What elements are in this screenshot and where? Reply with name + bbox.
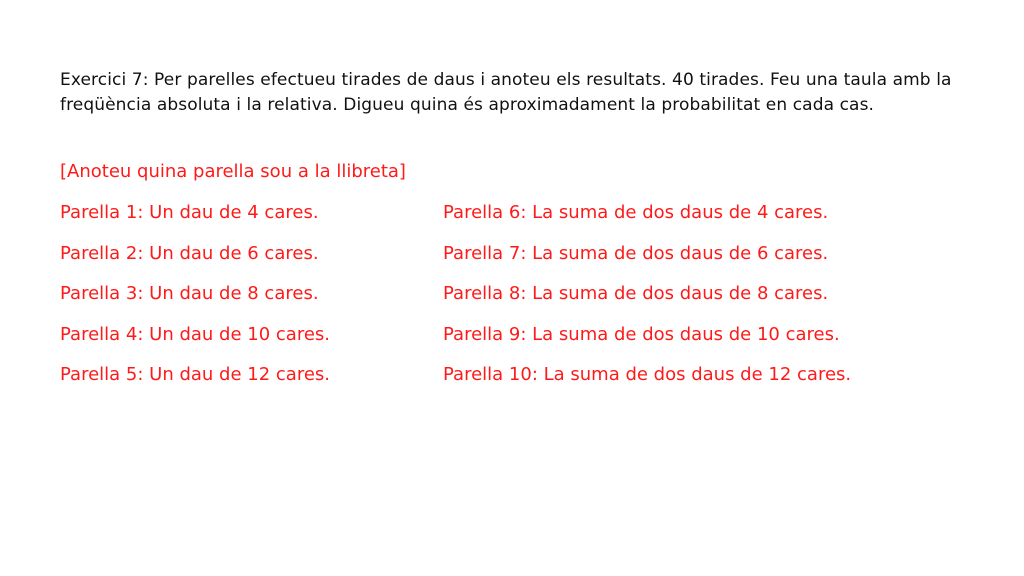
pairs-row: [60, 363, 960, 404]
pair-item-8: Parella 8: La suma de dos daus de 8 cares.: [443, 283, 829, 304]
exercise-statement: Exercici 7: Per parelles efectueu tirades de daus i anoteu els resultats. 40 tirades. Feu una taula amb la freqüència absoluta i la relativa. Digueu quina és aproximadament la probabilitat en cada cas.: [60, 70, 952, 115]
pair-item-2: Parella 2: Un dau de 6 cares.: [60, 242, 319, 264]
notebook-note: [Anoteu quina parella sou a la llibreta]: [60, 161, 406, 182]
pair-item-9: Parella 9: La suma de dos daus de 10 cares.: [443, 323, 840, 345]
pair-item-7: Parella 7: La suma de dos daus de 6 cares.: [443, 242, 829, 264]
pairs-row: [60, 201, 960, 242]
pair-item-1: Parella 1: Un dau de 4 cares.: [60, 202, 319, 223]
pair-item-3: Parella 3: Un dau de 8 cares.: [60, 283, 319, 304]
pairs-row: [60, 323, 960, 364]
pair-item-5: Parella 5: Un dau de 12 cares.: [60, 364, 330, 385]
pairs-list: [60, 201, 960, 404]
pair-item-6: Parella 6: La suma de dos daus de 4 cares.: [443, 202, 829, 223]
pairs-row: [60, 242, 960, 283]
pair-item-4: Parella 4: Un dau de 10 cares.: [60, 323, 330, 345]
pair-item-10: Parella 10: La suma de dos daus de 12 cares.: [443, 364, 852, 385]
pairs-row: [60, 282, 960, 323]
